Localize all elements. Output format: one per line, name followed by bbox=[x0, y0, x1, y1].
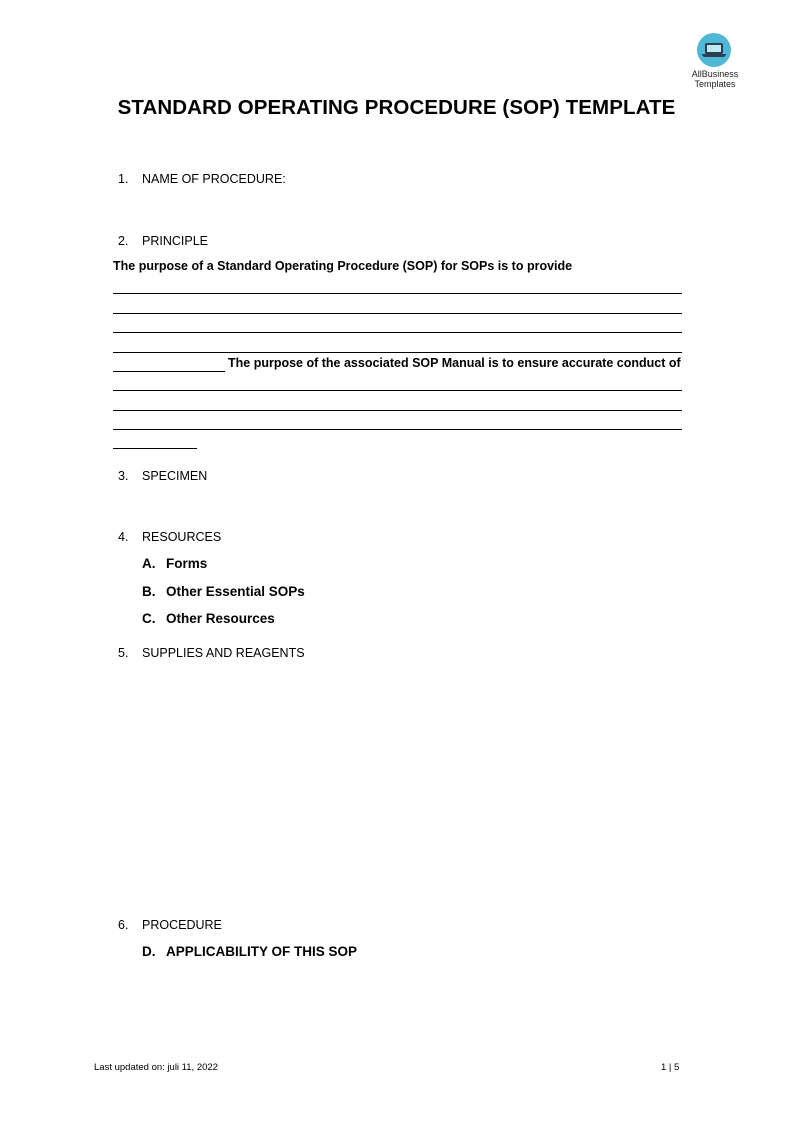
section-number: 4. bbox=[118, 530, 129, 544]
item-label: Other Resources bbox=[166, 611, 275, 626]
section-number: 3. bbox=[118, 469, 129, 483]
blank-line bbox=[113, 352, 682, 353]
section-label: PRINCIPLE bbox=[142, 234, 208, 248]
item-letter: D. bbox=[142, 944, 156, 959]
section-number: 5. bbox=[118, 646, 129, 660]
resource-item-forms bbox=[142, 556, 542, 574]
principle-intro: The purpose of a Standard Operating Procedure (SOP) for SOPs is to provide bbox=[113, 259, 573, 273]
blank-line bbox=[113, 313, 682, 314]
section-name-of-procedure bbox=[118, 172, 518, 188]
page-title: STANDARD OPERATING PROCEDURE (SOP) TEMPLATE bbox=[117, 96, 676, 119]
logo-text-line1: AllBusiness bbox=[691, 69, 739, 79]
allbusiness-logo bbox=[684, 30, 746, 92]
section-number: 1. bbox=[118, 172, 129, 186]
blank-line bbox=[113, 429, 682, 430]
item-label: APPLICABILITY OF THIS SOP bbox=[166, 944, 358, 959]
footer-last-updated: Last updated on: juli 11, 2022 bbox=[94, 1062, 218, 1073]
item-label: Other Essential SOPs bbox=[166, 584, 305, 599]
section-label: SPECIMEN bbox=[142, 469, 208, 483]
logo-text-line2: Templates bbox=[694, 79, 736, 89]
item-letter: C. bbox=[142, 611, 156, 626]
section-number: 2. bbox=[118, 234, 129, 248]
section-resources bbox=[118, 530, 518, 546]
section-label: RESOURCES bbox=[142, 530, 222, 544]
manual-purpose-sentence: The purpose of the associated SOP Manual is to ensure accurate conduct of bbox=[228, 356, 681, 370]
item-letter: B. bbox=[142, 584, 156, 599]
blank-line bbox=[113, 332, 682, 333]
blank-line bbox=[113, 448, 197, 449]
logo-text bbox=[684, 69, 746, 89]
section-procedure bbox=[118, 918, 518, 934]
resource-item-other-sops bbox=[142, 584, 542, 602]
section-label: SUPPLIES AND REAGENTS bbox=[142, 646, 305, 660]
blank-line bbox=[113, 293, 682, 294]
item-letter: A. bbox=[142, 556, 156, 571]
procedure-item-applicability bbox=[142, 944, 542, 962]
section-principle bbox=[118, 234, 518, 250]
resource-item-other-resources bbox=[142, 611, 542, 629]
section-number: 6. bbox=[118, 918, 129, 932]
section-supplies-reagents bbox=[118, 646, 518, 662]
blank-line bbox=[113, 410, 682, 411]
item-label: Forms bbox=[166, 556, 208, 571]
blank-line bbox=[113, 390, 682, 391]
blank-line bbox=[113, 371, 225, 372]
laptop-base bbox=[702, 54, 726, 57]
section-label: NAME OF PROCEDURE: bbox=[142, 172, 286, 186]
footer-page-number: 1 | 5 bbox=[661, 1062, 680, 1073]
laptop-icon bbox=[705, 43, 723, 54]
section-specimen bbox=[118, 469, 518, 485]
section-label: PROCEDURE bbox=[142, 918, 222, 932]
